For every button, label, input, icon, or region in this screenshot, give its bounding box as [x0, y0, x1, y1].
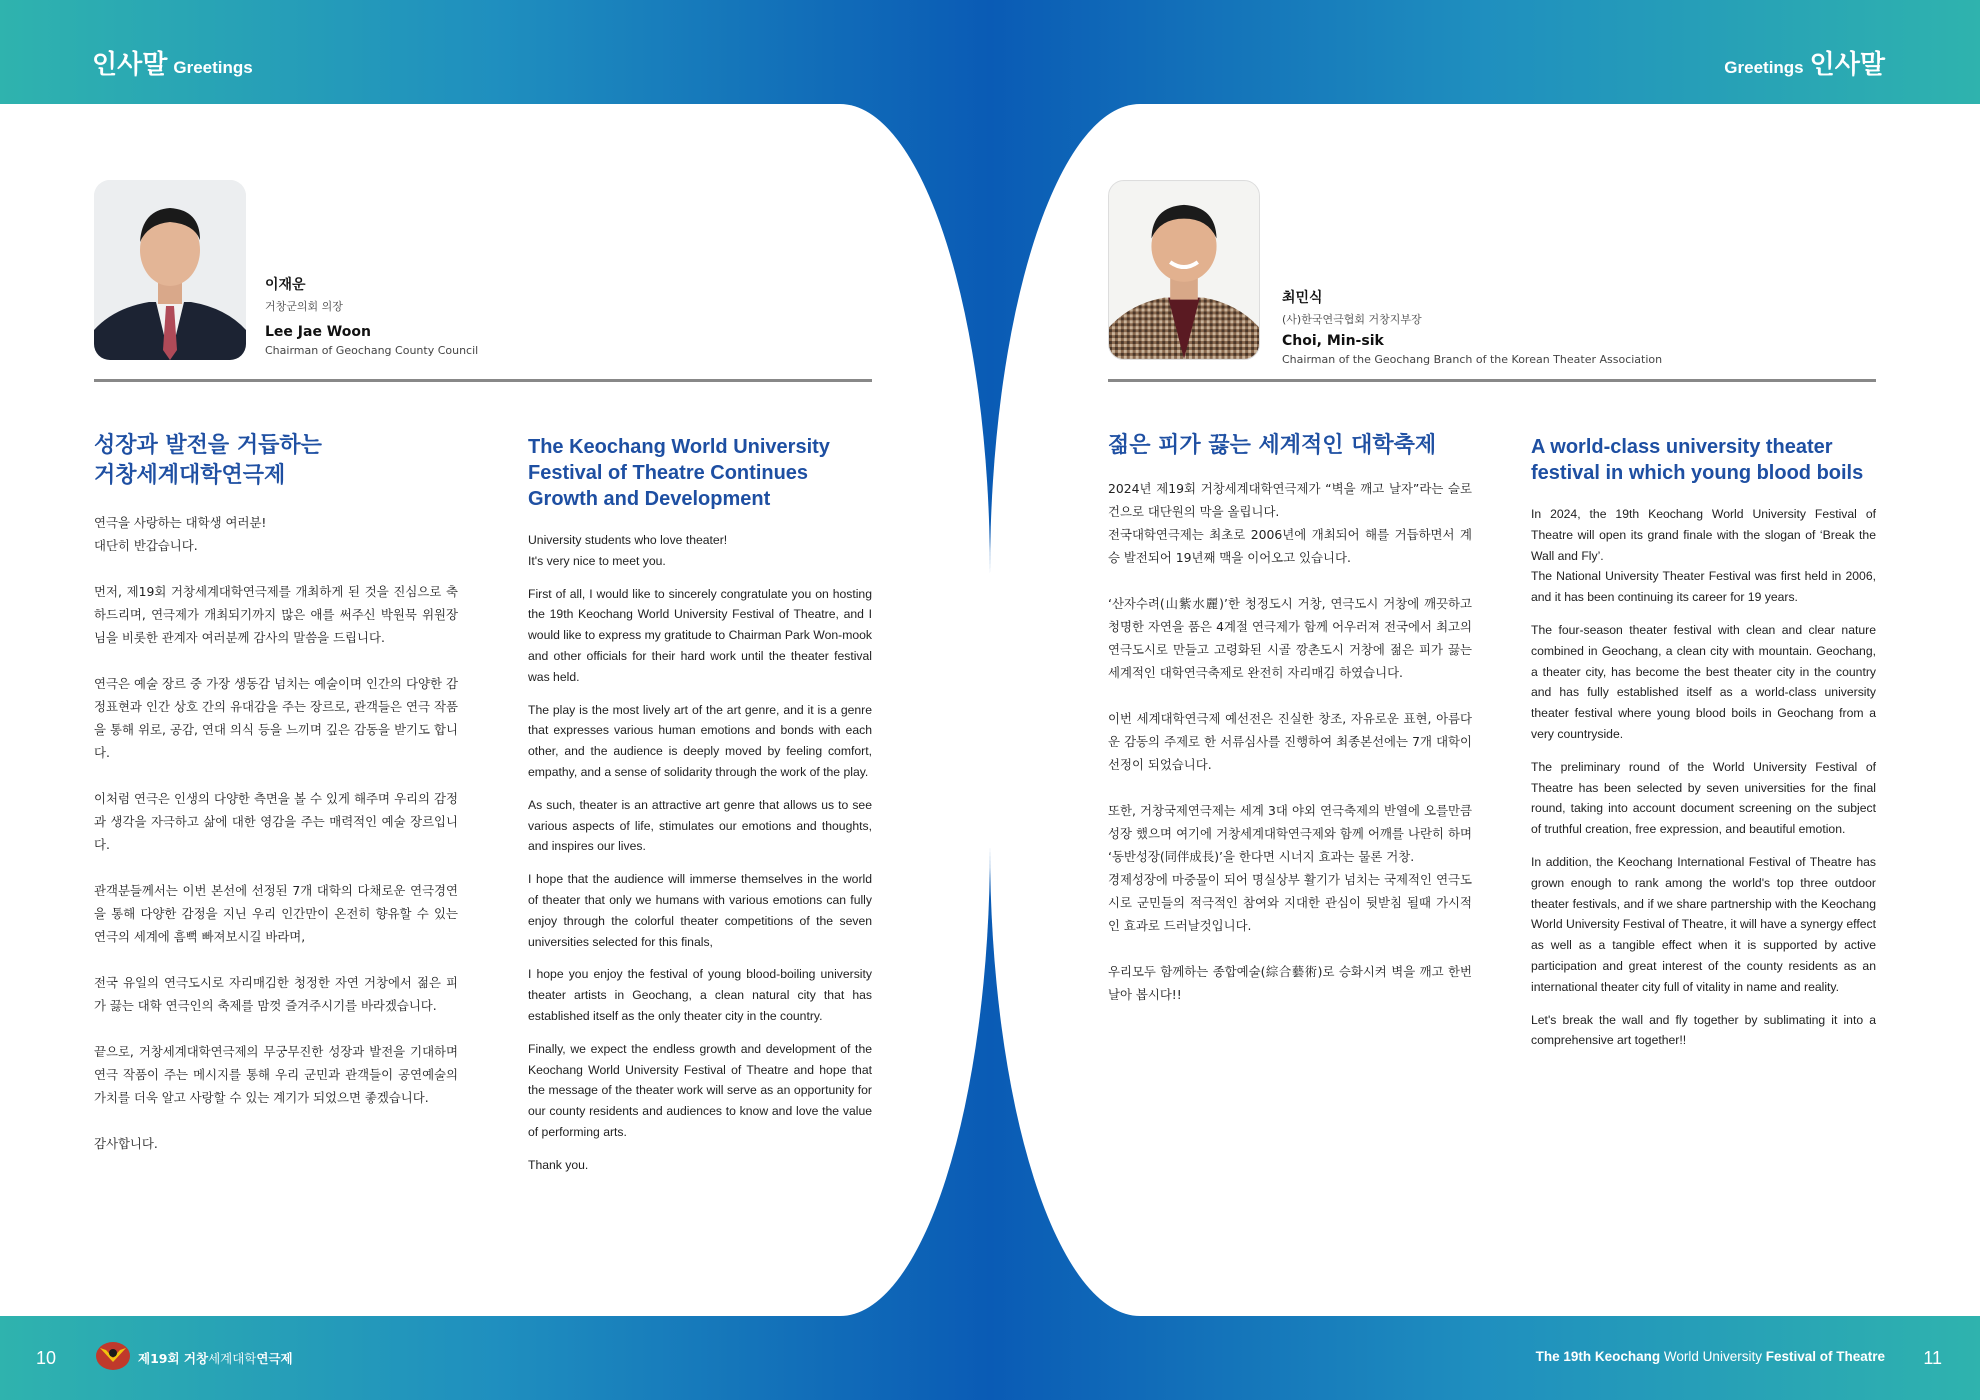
portrait-lee-jae-woon [94, 180, 246, 360]
left-ko-paragraph: 연극은 예술 장르 중 가장 생동감 넘치는 예술이며 인간의 다양한 감정표현과 인간 상호 간의 유대감을 주는 장르로, 관객들은 연극 작품을 통해 위로, 공감, 연대 의식 등을 느끼며 깊은 감동을 받기도 합니다. [94, 676, 458, 760]
left-ko-paragraph: 이처럼 연극은 인생의 다양한 측면을 볼 수 있게 해주며 우리의 감정과 생각을 자극하고 삶에 대한 영감을 주는 매력적인 예술 장르입니다. [94, 791, 458, 852]
left-en-paragraph: Thank you. [528, 1157, 589, 1172]
festival-name-ko-part1: 제19회 거창 [138, 1351, 209, 1366]
left-en-paragraph: I hope you enjoy the festival of young blood-boiling university theater artists in Geochang, a clean natural city that has established itself as the only theater city in the country. [528, 967, 872, 1023]
right-page [990, 104, 1980, 1316]
header-right [1718, 44, 1885, 81]
left-en-paragraph: I hope that the audience will immerse themselves in the world of theater that only we humans with various emotions can fully enjoy through the colorful theater competitions of the seven universities selected for this finals, [528, 872, 872, 949]
page-number-left: 10 [36, 1348, 57, 1368]
person-en-name: Lee Jae Woon [265, 324, 371, 340]
header-right-en: Greetings [1724, 58, 1804, 77]
left-en-paragraph: University students who love theater! It's very nice to meet you. [528, 533, 728, 568]
right-en-paragraph: In addition, the Keochang International Festival of Theatre has grown enough to rank among the world's top three outdoor theater festivals, and if we share partnership with the Keochang World University Festival of Theatre, it will have a synergy effect as well as a tangible effect when it is supported by active participation and great interest of the county residents as an international theater city full of vitality in name and reality. [1531, 854, 1876, 994]
right-en-body [1531, 504, 1876, 1051]
right-en-paragraph: Let's break the wall and fly together by sublimating it into a comprehensive art together!! [1531, 1012, 1876, 1048]
festival-name-ko-part2: 세계대학 [208, 1351, 257, 1366]
festival-name-ko-part3: 연극제 [256, 1351, 293, 1366]
header-left [92, 44, 259, 81]
person-info-right [1282, 287, 1662, 366]
right-en-paragraph: The preliminary round of the World University Festival of Theatre has been selected by seven universities for the final round, taking into account document screening on the subject of truthful creation, free expression, and beautiful emotion. [1531, 759, 1876, 837]
left-en-paragraph: As such, theater is an attractive art genre that allows us to see various aspects of life, stimulates our emotions and thoughts, and inspires our lives. [528, 797, 872, 854]
right-en-paragraph: In 2024, the 19th Keochang World University Festival of Theatre will open its grand finale with the slogan of ‘Break the Wall and Fly’. The National University Theater Festival was first held in 2006, and it has been continuing its career for 19 years. [1531, 507, 1876, 605]
person-ko-name: 최민식 [1282, 290, 1323, 306]
left-page [0, 104, 990, 1316]
left-en-paragraph: The play is the most lively art of the art genre, and it is a genre that expresses various human emotions and bonds with each other, and the audience is deeply moved by feeling comfort, empathy, and a sense of solidarity through the work of the play. [528, 702, 872, 779]
page-number-right: 11 [1923, 1348, 1942, 1368]
header-left-en: Greetings [173, 58, 253, 77]
festival-name-en-part1: The 19th Keochang [1535, 1349, 1661, 1364]
right-ko-column [1108, 431, 1472, 1029]
right-ko-body [1108, 477, 1472, 1006]
header-left-ko: 인사말 [92, 49, 168, 79]
festival-name-ko [138, 1349, 293, 1367]
divider-left [94, 379, 872, 382]
right-ko-title: 젊은 피가 끓는 세계적인 대학축제 [1108, 433, 1437, 458]
left-en-body [528, 530, 872, 1176]
left-ko-paragraph: 전국 유일의 연극도시로 자리매김한 청정한 자연 거창에서 젊은 피가 끓는 대학 연극인의 축제를 맘껏 즐겨주시기를 바라겠습니다. [94, 975, 458, 1013]
festival-name-en [1536, 1349, 1885, 1364]
portrait-left-image [94, 180, 246, 360]
festival-name-en-part2: World University [1660, 1349, 1766, 1364]
left-en-paragraph: Finally, we expect the endless growth and development of the Keochang World University Festival of Theatre and hope that the message of the theater work will serve as an opportunity for our county residents and audiences to know and love the value of performing arts. [528, 1041, 872, 1139]
left-ko-paragraph: 끝으로, 거창세계대학연극제의 무궁무진한 성장과 발전을 기대하며 연극 작품이 주는 메시지를 통해 우리 군민과 관객들이 공연예술의 가치를 더욱 알고 사랑할 수 있는 계기가 되었으면 좋겠습니다. [94, 1044, 458, 1105]
festival-logo-icon [94, 1338, 132, 1372]
person-en-role: Chairman of the Geochang Branch of the Korean Theater Association [1282, 353, 1663, 366]
person-ko-name: 이재운 [265, 277, 306, 293]
header-band [0, 0, 1980, 104]
festival-name-en-part3: Festival of Theatre [1765, 1349, 1885, 1364]
left-ko-title: 성장과 발전을 거듭하는 거창세계대학연극제 [94, 433, 322, 488]
right-en-paragraph: The four-season theater festival with clean and clear nature combined in Geochang, a clean city with mountain. Geochang, a theater city, has become the best theater city in the country and has fully established itself as a world-class university theater festival where young blood boils in Geochang from a very countryside. [1531, 622, 1876, 741]
left-ko-paragraph: 먼저, 제19회 거창세계대학연극제를 개최하게 된 것을 진심으로 축하드리며, 연극제가 개최되기까지 많은 애를 써주신 박원묵 위원장님을 비롯한 관계자 여러분께 감사의 말씀을 드립니다. [94, 584, 458, 645]
right-ko-paragraph: 이번 세계대학연극제 예선전은 진실한 창조, 자유로운 표현, 아름다운 감동의 주제로 한 서류심사를 진행하여 최종본선에는 7개 대학이 선정이 되었습니다. [1108, 711, 1472, 772]
left-en-title: The Keochang World University Festival of Theatre Continues Growth and Development [528, 436, 830, 510]
right-ko-paragraph: 2024년 제19회 거창세계대학연극제가 “벽을 깨고 날자”라는 슬로건으로 대단원의 막을 올립니다. 전국대학연극제는 최초로 2006년에 개최되어 해를 거듭하면서 계승 발전되어 19년째 맥을 이어오고 있습니다. [1108, 481, 1472, 565]
left-ko-paragraph: 감사합니다. [94, 1136, 158, 1151]
footer-band [0, 1316, 1980, 1400]
left-ko-column [94, 431, 458, 1178]
right-ko-paragraph: 또한, 거창국제연극제는 세계 3대 야외 연극축제의 반열에 오를만큼 성장 했으며 여기에 거창세계대학연극제와 함께 어깨를 나란히 하며 ‘동반성장(同伴成長)’을 한다면 시너지 효과는 물론 거창. 경제성장에 마중물이 되어 명실상부 활기가 넘치는 국제적인 연극도시로 군민들의 적극적인 참여와 지대한 관심이 뒷받침 될때 가시적인 효과로 드러날것입니다. [1108, 803, 1472, 933]
left-en-paragraph: First of all, I would like to sincerely congratulate you on hosting the 19th Keochang World University Festival of Theatre, and I would like to express my gratitude to Chairman Park Won-mook and other officials for their hard work until the theater festival was held. [528, 586, 872, 684]
person-ko-role: 거창군의회 의장 [265, 300, 343, 313]
person-ko-role: (사)한국연극협회 거창지부장 [1282, 313, 1422, 326]
person-en-name: Choi, Min-sik [1282, 333, 1384, 349]
right-ko-paragraph: ‘산자수려(山紫水麗)’한 청정도시 거창, 연극도시 거창에 깨끗하고 청명한 자연을 품은 4계절 연극제가 함께 어우러져 전국에서 최고의 연극도시로 만들고 고령화된 시골 깡촌도시 거창에 젊은 피가 끓는 세계적인 대학연극축제로 완전히 자리매김 하였습니다. [1108, 596, 1472, 680]
right-en-column [1531, 434, 1876, 1063]
left-ko-paragraph: 연극을 사랑하는 대학생 여러분! 대단히 반갑습니다. [94, 515, 267, 553]
person-en-role: Chairman of Geochang County Council [265, 344, 479, 357]
portrait-choi-min-sik [1108, 180, 1260, 360]
left-en-column [528, 434, 872, 1188]
portrait-right-image [1109, 181, 1259, 359]
divider-right [1108, 379, 1876, 382]
left-ko-body [94, 511, 458, 1155]
header-right-ko: 인사말 [1809, 49, 1885, 79]
left-ko-paragraph: 관객분들께서는 이번 본선에 선정된 7개 대학의 다채로운 연극경연을 통해 다양한 감정을 지닌 우리 인간만이 온전히 향유할 수 있는 연극의 세계에 흠뻑 빠져보시길 바라며, [94, 883, 458, 944]
right-ko-paragraph: 우리모두 함께하는 종합예술(綜合藝術)로 승화시켜 벽을 깨고 한번 날아 봅시다!! [1108, 964, 1472, 1002]
right-en-title: A world-class university theater festival in which young blood boils [1531, 436, 1864, 484]
person-info-left [265, 274, 478, 357]
